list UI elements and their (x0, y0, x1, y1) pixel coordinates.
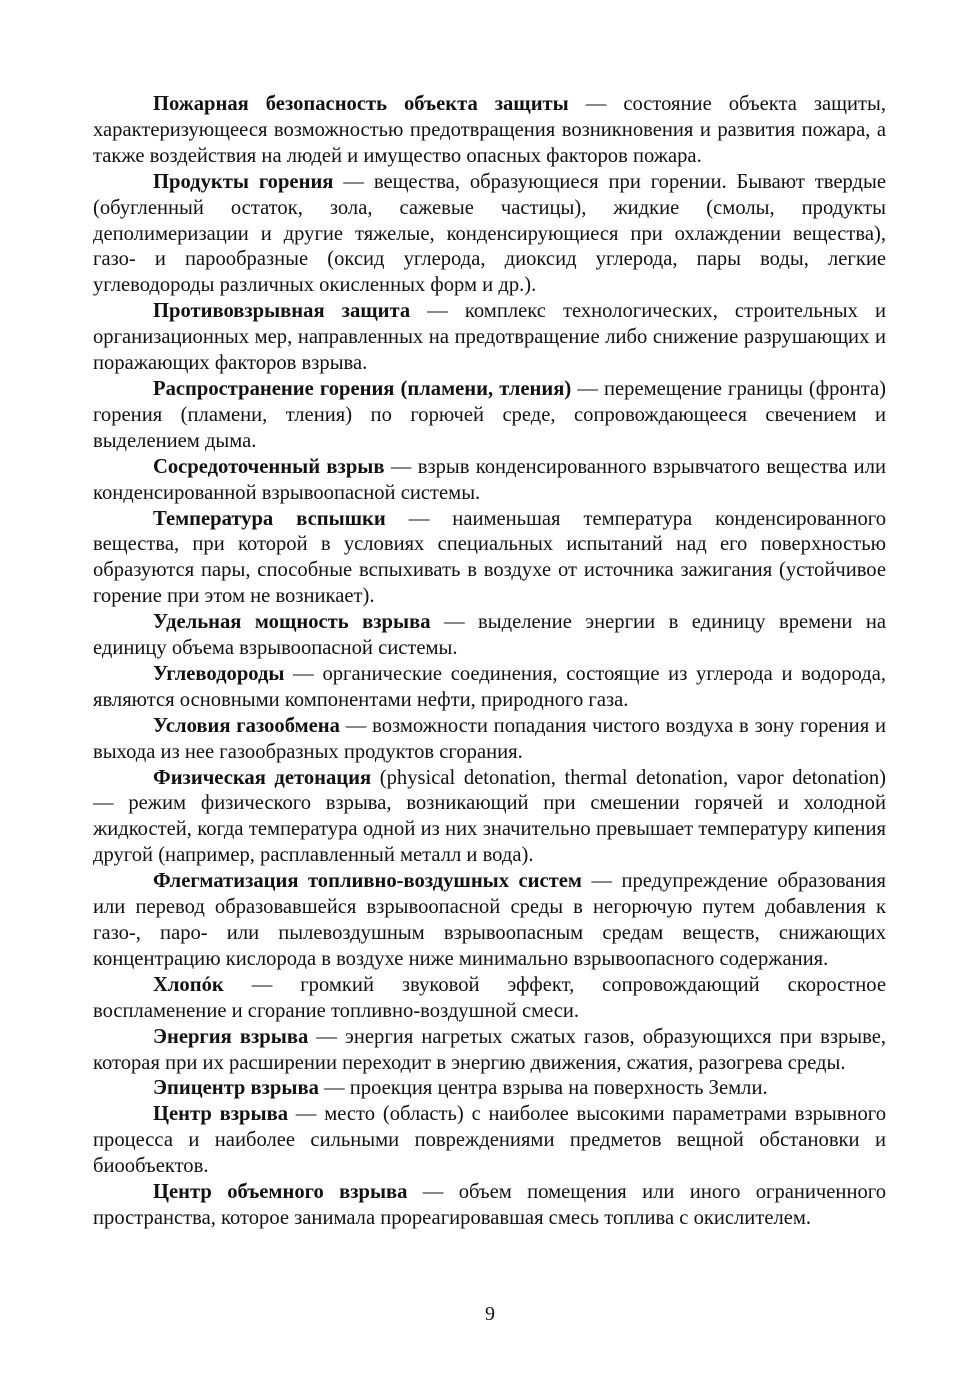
glossary-entry (93, 92, 886, 170)
entry-term: Флегматизация топливно-воздушных систем (153, 870, 582, 893)
entry-definition: — вещества, образующиеся при горении. Бывают твердые (обугленный остаток, зола, сажевые частицы), жидкие (смолы, продукты деполимеризации и другие тяжелые, конденсирующиеся при охлаждении вещества), газо- и парообразные (оксид углерода, диоксид углерода, пары воды, легкие углеводороды различных окисленных форм и др.). (93, 170, 886, 297)
glossary-entry (93, 610, 886, 662)
entry-definition: — энергия нагретых сжатых газов, образующихся при взрыве, которая при их расширении переходит в энергию движения, сжатия, разогрева среды. (93, 1025, 887, 1074)
entry-term: Удельная мощность взрыва (153, 611, 431, 634)
entry-definition: — предупреждение образования или перевод образовавшейся взрывоопасной среды в негорючую путем добавления к газо-, паро- или пылевоздушным взрывоопасным средам веществ, снижающих концентрацию кислорода в воздухе ниже минимально взрывоопасного содержания. (93, 870, 886, 970)
entry-term: Энергия взрыва (153, 1025, 309, 1048)
entry-term: Центр взрыва (153, 1103, 288, 1126)
glossary-entry (93, 299, 886, 377)
glossary-entry (93, 1025, 886, 1077)
glossary-entry (93, 869, 886, 973)
entry-definition: — громкий звуковой эффект, сопровождающий скоростное воспламенение и сгорание топливно-воздушной смеси. (93, 973, 886, 1022)
entry-definition: — органические соединения, состоящие из углерода и водорода, являются основными компонентами нефти, природного газа. (93, 662, 886, 711)
glossary-entry (93, 170, 886, 300)
entry-definition: — место (область) с наиболее высокими параметрами взрывного процесса и наиболее сильными повреждениями предметов вещной обстановки и биообъектов. (93, 1103, 887, 1178)
entry-term: Физическая детонация (153, 766, 372, 789)
glossary-entry (93, 714, 886, 766)
entry-definition: (physical detonation, thermal detonation, vapor detonation) — режим физического взрыва, возникающий при смешении горячей и холодной жидкостей, когда температура одной из них значительно превышает температуру кипения другой (например, расплавленный металл и вода). (93, 766, 886, 867)
glossary-entry (93, 455, 886, 507)
entry-definition: — объем помещения или иного ограниченного пространства, которое занимала прореагировавшая смесь топлива с окислителем. (93, 1181, 887, 1229)
document-body (93, 92, 886, 1232)
entry-term: Пожарная безопасность объекта защиты (153, 93, 569, 115)
entry-term: Эпицентр взрыва (153, 1077, 319, 1100)
glossary-entry (93, 377, 886, 455)
entry-term: Температура вспышки (153, 507, 386, 530)
entry-term: Сосредоточенный взрыв (153, 455, 385, 478)
entry-term: Центр объемного взрыва (153, 1181, 408, 1204)
entry-definition: — наименьшая температура конденсированного вещества, при которой в условиях специальных испытаний над его поверхностью образуются пары, способные вспыхивать в воздухе от источника зажигания (устойчивое горение при этом не возникает). (93, 507, 886, 608)
entry-term: Распространение горения (пламени, тления) (153, 377, 572, 400)
entry-definition: — взрыв конденсированного взрывчатого вещества или конденсированной взрывоопасной системы. (93, 455, 886, 504)
glossary-entry (93, 507, 886, 611)
entry-term: Противовзрывная защита (153, 300, 411, 323)
glossary-entry (93, 662, 886, 714)
entry-term: Хлопóк (153, 973, 224, 996)
entry-definition: — перемещение границы (фронта) горения (пламени, тления) по горючей среде, сопровождающееся свечением и выделением дыма. (93, 377, 886, 452)
glossary-entry (93, 973, 886, 1025)
glossary-entry (93, 1076, 886, 1102)
glossary-entry (93, 1180, 886, 1232)
glossary-entry (93, 1102, 886, 1180)
entry-definition: — выделение энергии в единицу времени на единицу объема взрывоопасной системы. (93, 611, 886, 660)
entry-definition: — комплекс технологических, строительных и организационных мер, направленных на предотвращение либо снижение разрушающих и поражающих факторов взрыва. (93, 300, 887, 375)
entry-term: Углеводороды (153, 662, 285, 685)
entry-definition: — состояние объекта защиты, характеризующееся возможностью предотвращения возникновения и развития пожара, а также воздействия на людей и имущество опасных факторов пожара. (93, 93, 886, 167)
page-number: 9 (485, 1303, 495, 1325)
entry-definition: — возможности попадания чистого воздуха в зону горения и выхода из нее газообразных продуктов сгорания. (93, 714, 886, 763)
entry-definition: — проекция центра взрыва на поверхность Земли. (318, 1077, 768, 1100)
entry-term: Условия газообмена (153, 714, 340, 737)
entry-term: Продукты горения (153, 170, 334, 193)
glossary-entry (93, 766, 886, 870)
